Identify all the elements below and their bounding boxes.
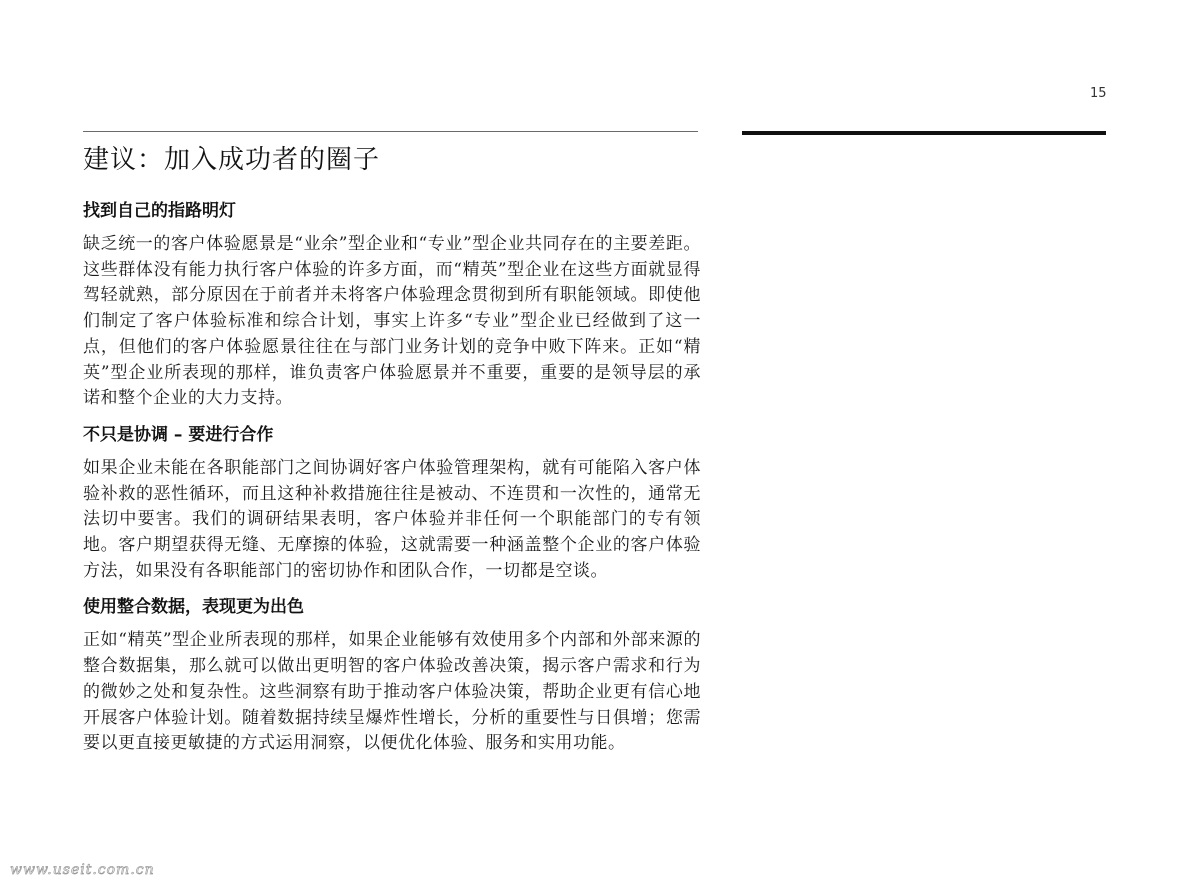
right-divider [742,131,1106,135]
section-heading-guiding-light: 找到自己的指路明灯 [83,201,236,221]
section-body-guiding-light: 缺乏统一的客户体验愿景是“业余”型企业和“专业”型企业共同存在的主要差距。这些群体没有能力执行客户体验的许多方面，而“精英”型企业在这些方面就显得驾轻就熟，部分原因在于前者并未将客户体验理念贯彻到所有职能领域。即使他们制定了客户体验标准和综合计划，事实上许多“专业”型企业已经做到了这一点，但他们的客户体验愿景往往在与部门业务计划的竞争中败下阵来。正如“精英”型企业所表现的那样，谁负责客户体验愿景并不重要，重要的是领导层的承诺和整个企业的大力支持。 [83,234,701,409]
section-heading-collaborate: 不只是协调 – 要进行合作 [83,424,274,445]
main-content [83,142,701,767]
section-body-collaborate: 如果企业未能在各职能部门之间协调好客户体验管理架构，就有可能陷入客户体验补救的恶性循环，而且这种补救措施往往是被动、不连贯和一次性的，通常无法切中要害。我们的调研结果表明，客户体验并非任何一个职能部门的专有领地。客户期望获得无缝、无摩擦的体验，这就需要一种涵盖整个企业的客户体验方法，如果没有各职能部门的密切协作和团队合作，一切都是空谈。 [83,457,701,581]
left-divider [83,131,698,132]
page-title: 建议：加入成功者的圈子 [83,145,381,175]
section-body-integrated-data: 正如“精英”型企业所表现的那样，如果企业能够有效使用多个内部和外部来源的整合数据集，那么就可以做出更明智的客户体验改善决策，揭示客户需求和行为的微妙之处和复杂性。这些洞察有助于推动客户体验决策，帮助企业更有信心地开展客户体验计划。随着数据持续呈爆炸性增长，分析的重要性与日俱增；您需要以更直接更敏捷的方式运用洞察，以便优化体验、服务和实用功能。 [83,630,701,754]
watermark: www.useit.com.cn [10,862,155,878]
section-heading-integrated-data: 使用整合数据，表现更为出色 [83,597,304,618]
page-number: 15 [1090,86,1107,101]
